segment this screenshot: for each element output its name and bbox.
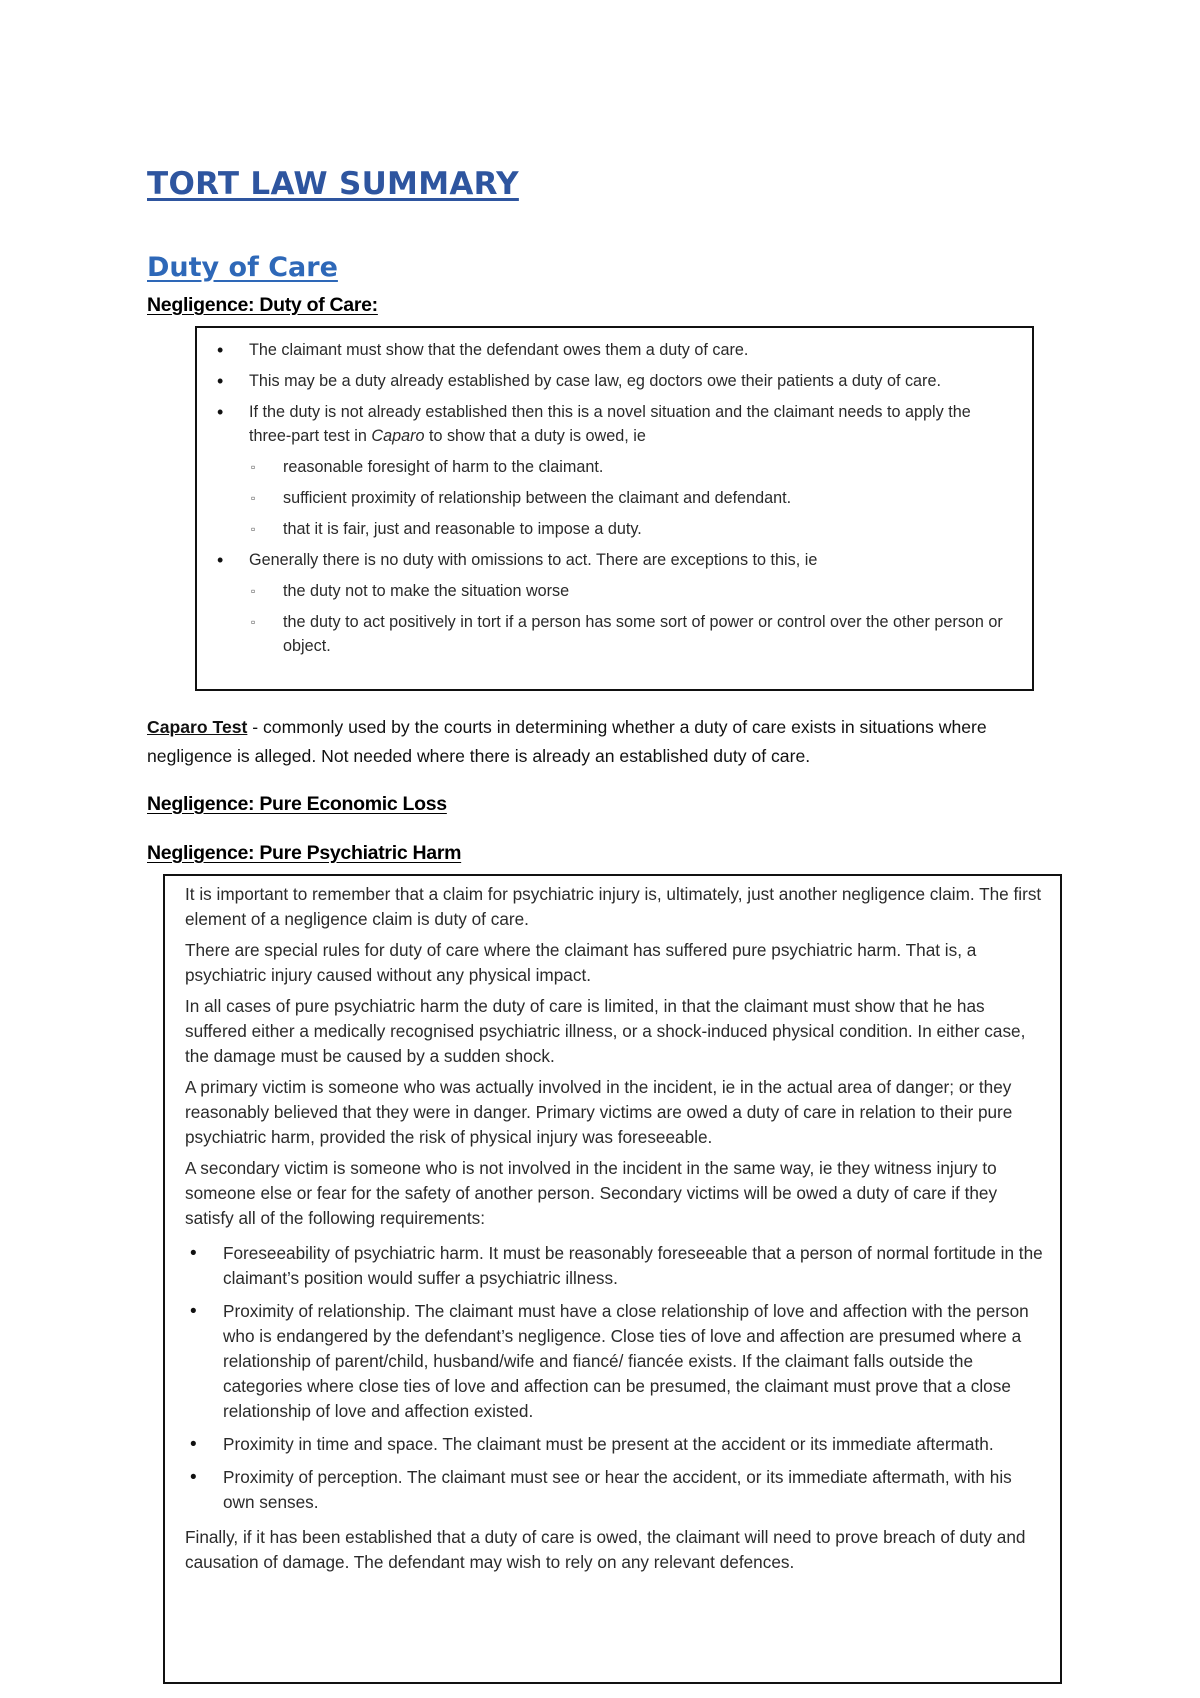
list-item: • This may be a duty already established by case law, eg doctors owe their patients a duty of care. <box>197 369 1012 393</box>
caparo-test-text: - commonly used by the courts in determining whether a duty of care exists in situations where negligence is alleged. Not needed where there is already an established duty of care. <box>147 717 987 766</box>
list-item: • Proximity of relationship. The claimant must have a close relationship of love and affection with the person who is endangered by the defendant’s negligence. Close ties of love and affection are presumed where a relationship of parent/child, husband/wife and fiancé/ fiancée exists. If the claimant falls outside the categories where close ties of love and affection can be presumed, the claimant must prove that a close relationship of love and affection existed. <box>185 1299 1046 1424</box>
heading-pure-psychiatric-harm: Negligence: Pure Psychiatric Harm <box>147 842 462 864</box>
caparo-test-paragraph <box>147 713 1067 771</box>
sub-list-item: ▫ the duty not to make the situation worse <box>197 579 1012 603</box>
list-item-text: to show that a duty is owed, ie <box>424 427 646 445</box>
list-item: • Generally there is no duty with omissions to act. There are exceptions to this, ie <box>197 548 1012 572</box>
case-name-caparo: Caparo <box>371 427 425 445</box>
heading-negligence-duty-of-care: Negligence: Duty of Care: <box>147 294 378 316</box>
psychiatric-harm-box <box>163 874 1062 1684</box>
list-item: • Proximity of perception. The claimant must see or hear the accident, or its immediate aftermath, with his own senses. <box>185 1465 1046 1515</box>
paragraph: A primary victim is someone who was actually involved in the incident, ie in the actual area of danger; or they reasonably believed that they were in danger. Primary victims are owed a duty of care in relation to their pure psychiatric harm, provided the risk of physical injury was foreseeable. <box>185 1077 1013 1147</box>
section-heading-duty-of-care: Duty of Care <box>147 252 338 283</box>
duty-of-care-list <box>197 338 1012 658</box>
sub-list-item: ▫ sufficient proximity of relationship between the claimant and defendant. <box>197 486 1012 510</box>
paragraph: A secondary victim is someone who is not involved in the incident in the same way, ie they witness injury to someone else or fear for the safety of another person. Secondary victims will be owed a duty of care if they satisfy all of the following requirements: <box>185 1158 998 1228</box>
final-paragraph: Finally, if it has been established that a duty of care is owed, the claimant will need to prove breach of duty and causation of damage. The defendant may wish to rely on any relevant defences. <box>185 1527 1026 1572</box>
document-title: TORT LAW SUMMARY <box>147 166 519 202</box>
sub-list-item: ▫ the duty to act positively in tort if a person has some sort of power or control over the other person or object. <box>197 610 1012 658</box>
heading-pure-economic-loss: Negligence: Pure Economic Loss <box>147 793 447 815</box>
list-item: • The claimant must show that the defendant owes them a duty of care. <box>197 338 1012 362</box>
list-item-text: If the duty is not already established then this is a novel situation and the claimant needs to apply the three-part test in <box>249 403 971 445</box>
list-item <box>197 400 1012 448</box>
sub-list-item: ▫ that it is fair, just and reasonable to impose a duty. <box>197 517 1012 541</box>
sub-list-item: ▫ reasonable foresight of harm to the claimant. <box>197 455 1012 479</box>
list-item: • Foreseeability of psychiatric harm. It must be reasonably foreseeable that a person of normal fortitude in the claimant’s position would suffer a psychiatric illness. <box>185 1241 1046 1291</box>
paragraph: There are special rules for duty of care where the claimant has suffered pure psychiatric harm. That is, a psychiatric injury caused without any physical impact. <box>185 940 977 985</box>
list-item: • Proximity in time and space. The claimant must be present at the accident or its immediate aftermath. <box>185 1432 1046 1457</box>
secondary-victim-requirements-list <box>185 1241 1046 1515</box>
caparo-test-term: Caparo Test <box>147 717 248 737</box>
duty-of-care-box <box>195 326 1034 691</box>
paragraph: It is important to remember that a claim for psychiatric injury is, ultimately, just another negligence claim. The first element of a negligence claim is duty of care. <box>185 884 1042 929</box>
paragraph: In all cases of pure psychiatric harm the duty of care is limited, in that the claimant must show that he has suffered either a medically recognised psychiatric illness, or a shock-induced physical condition. In either case, the damage must be caused by a sudden shock. <box>185 996 1026 1066</box>
